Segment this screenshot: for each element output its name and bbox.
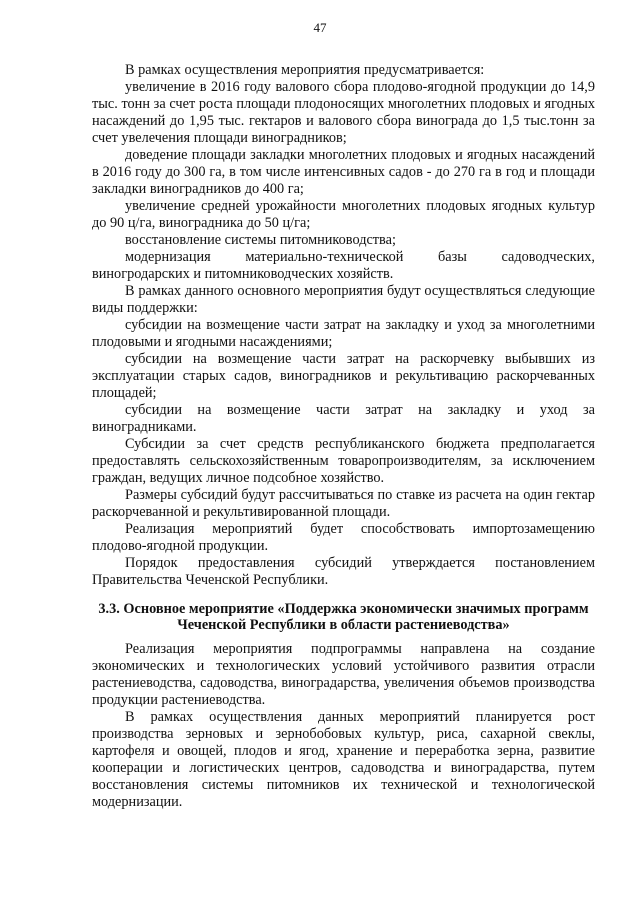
section-heading: 3.3. Основное мероприятие «Поддержка экономически значимых программ Чеченской Республики в области растениеводства» [98,601,589,633]
paragraph: Субсидии за счет средств республиканского бюджета предполагается предоставлять сельскохозяйственным товаропроизводителям, за исключением граждан, ведущих личное подсобное хозяйство. [92,436,595,486]
paragraph: В рамках осуществления мероприятия предусматривается: [125,62,485,78]
paragraph: увеличение в 2016 году валового сбора плодово-ягодной продукции до 14,9 тыс. тонн за счет роста площади плодоносящих многолетних плодовых и ягодных насаждений до 1,95 тыс. гектаров и валового сбора винограда до 1,5 тыс.тонн за счет увелечения площади виноградников; [92,79,595,146]
paragraph: субсидии на возмещение части затрат на закладку и уход за виноградниками. [92,402,595,435]
paragraph: Порядок предоставления субсидий утверждается постановлением Правительства Чеченской Республики. [92,555,595,588]
page-number: 47 [313,20,327,35]
paragraph: Реализация мероприятий будет способствовать импортозамещению плодово-ягодной продукции. [92,521,595,554]
paragraph: доведение площади закладки многолетних плодовых и ягодных насаждений в 2016 году до 300 га, в том числе интенсивных садов - до 270 га в год и площади закладки виноградников до 400 га; [92,147,595,197]
paragraph: Размеры субсидий будут рассчитываться по ставке из расчета на один гектар раскорчеванной и рекультивированной площади. [92,487,595,520]
paragraph: субсидии на возмещение части затрат на закладку и уход за многолетними плодовыми и ягодными насаждениями; [92,317,595,350]
paragraph: увеличение средней урожайности многолетних плодовых ягодных культур до 90 ц/га, виноградника до 50 ц/га; [92,198,595,231]
paragraph: В рамках данного основного мероприятия будут осуществляться следующие виды поддержки: [92,283,595,316]
paragraph: Реализация мероприятия подпрограммы направлена на создание экономических и технологических условий устойчивого развития отрасли растениеводства, садоводства, виноградарства, увеличения объемов производства продукции растениеводства. [92,641,595,708]
paragraph: восстановление системы питомниководства; [125,232,396,248]
paragraph: В рамках осуществления данных мероприятий планируется рост производства зерновых и зернобобовых культур, риса, сахарной свеклы, картофеля и овощей, плодов и ягод, хранение и переработка зерна, развитие кооперации и логистических центров, садоводства и виноградарства, путем восстановления системы питомников их технической и технологической модернизации. [92,709,595,810]
paragraph: субсидии на возмещение части затрат на раскорчевку выбывших из эксплуатации старых садов, виноградников и рекультивацию раскорчеванных площадей; [92,351,595,401]
document-body [92,62,595,811]
paragraph: модернизация материально-технической базы садоводческих, виногродарских и питомниководческих хозяйств. [92,249,595,282]
